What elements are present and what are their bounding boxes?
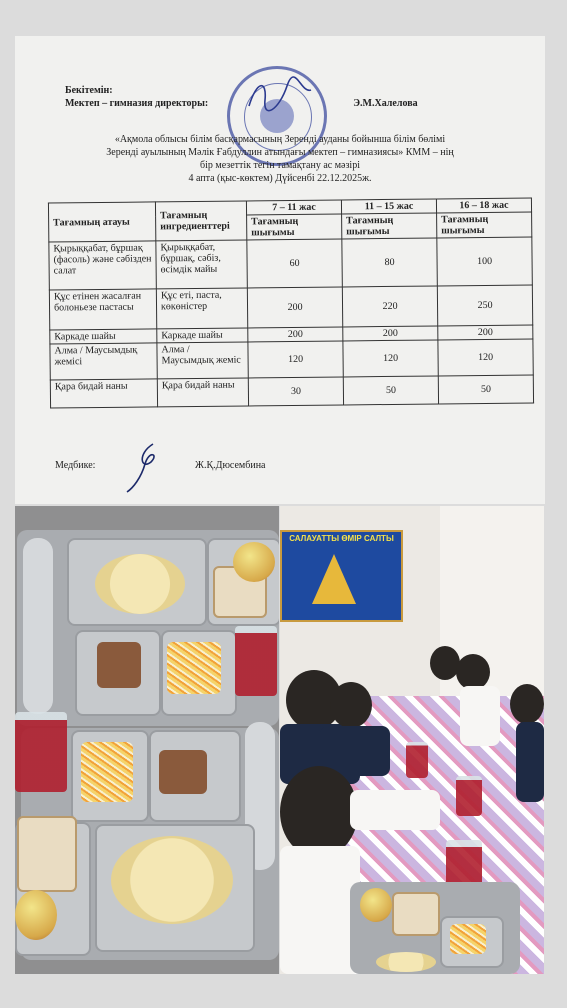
approve-label: Бекітемін: [65, 85, 113, 96]
dish-cell: Каркаде шайы [50, 329, 157, 344]
tea-cup [235, 626, 277, 696]
yield-cell: 200 [248, 327, 343, 342]
spoon [23, 538, 53, 714]
yield-cell: 250 [437, 285, 532, 326]
tea-cup [406, 742, 428, 778]
director-name: Э.М.Халелова [353, 98, 418, 109]
age-group-2: 11 – 15 жас [341, 199, 436, 214]
yield-cell: 60 [247, 239, 342, 288]
table-row [50, 339, 533, 380]
tea-cup [456, 776, 482, 816]
tea-cup [15, 712, 67, 792]
org-line-2: Зеренді ауылының Мәлік Ғабдуллин атындағы мектеп – гимназиясы» КММ – нің [106, 147, 454, 158]
table-row [50, 375, 533, 408]
dining-hall-photo [280, 506, 544, 974]
yield-cell: 80 [342, 238, 437, 287]
food-trays-photo [15, 506, 279, 974]
menu-document [15, 36, 545, 504]
org-line-1: «Ақмола облысы білім басқармасының Зеренді ауданы бойынша білім бөлімі [114, 134, 446, 145]
ingredients-cell: Құс еті, паста, көкөністер [156, 288, 247, 329]
child-shirt [460, 686, 500, 746]
header-yield-1: Тағамның шығымы [247, 214, 342, 240]
bread [392, 892, 440, 936]
table-row [49, 237, 532, 290]
ingredients-cell: Қырыққабат, бұршақ, сәбіз, өсімдік майы [156, 240, 247, 289]
table-row [49, 285, 532, 330]
yield-cell: 50 [343, 376, 438, 405]
header-yield-3: Тағамның шығымы [437, 212, 532, 238]
nurse-label: Медбике: [55, 460, 96, 471]
pasta [111, 836, 233, 924]
age-group-3: 16 – 18 жас [436, 198, 531, 213]
yield-cell: 200 [343, 326, 438, 341]
yield-cell: 50 [438, 375, 533, 404]
apple [360, 888, 392, 922]
menu-table [48, 197, 534, 408]
pasta [95, 554, 185, 614]
header-yield-2: Тағамның шығымы [342, 213, 437, 239]
child-head [456, 654, 490, 690]
ingredients-cell: Каркаде шайы [157, 328, 248, 343]
menu-title: бір мезеттік тегін тамақтану ас мәзірі [200, 160, 360, 171]
ingredients-cell: Қара бидай наны [157, 378, 248, 407]
dish-cell: Қырыққабат, бұршақ (фасоль) және сәбізден салат [49, 241, 156, 290]
yield-cell: 120 [438, 339, 533, 376]
director-role: Мектеп – гимназия директоры: [65, 98, 209, 109]
food-pyramid [312, 554, 356, 604]
yield-cell: 30 [248, 377, 343, 406]
child-shirt [280, 846, 360, 974]
meat [97, 642, 141, 688]
yield-cell: 120 [343, 340, 438, 377]
yield-cell: 200 [438, 325, 533, 340]
header-dish: Тағамның атауы [48, 202, 155, 242]
child-head [330, 682, 372, 728]
header-ingredients: Тағамның ингредиенттері [155, 201, 246, 241]
yield-cell: 120 [248, 341, 343, 378]
salad [81, 742, 133, 802]
poster-title: САЛАУАТТЫ ӨМІР САЛТЫ [289, 534, 394, 543]
healthy-lifestyle-poster [280, 530, 403, 622]
child-sleeve [350, 790, 440, 830]
child-head [510, 684, 544, 724]
nurse-name: Ж.Қ.Дюсембина [195, 460, 266, 471]
meat [159, 750, 207, 794]
salad [450, 924, 486, 954]
dish-cell: Қара бидай наны [50, 379, 157, 408]
yield-cell: 200 [247, 287, 342, 328]
ingredients-cell: Алма / Маусымдық жеміс [157, 342, 248, 379]
child-uniform [516, 722, 544, 802]
pasta [376, 952, 436, 972]
yield-cell: 220 [342, 286, 437, 327]
week-line: 4 апта (қыс-көктем) Дүйсенбі 22.12.2025ж. [188, 173, 372, 184]
apple [15, 890, 57, 940]
yield-cell: 100 [437, 237, 532, 286]
director-signature [245, 76, 315, 116]
salad [167, 642, 221, 694]
dish-cell: Алма / Маусымдық жемісі [50, 343, 157, 380]
apple [233, 542, 275, 582]
child-head [280, 766, 358, 858]
dish-cell: Құс етінен жасалған болоньезе пастасы [49, 289, 156, 330]
nurse-signature [123, 440, 165, 496]
age-group-1: 7 – 11 жас [246, 200, 341, 215]
bread [17, 816, 77, 892]
